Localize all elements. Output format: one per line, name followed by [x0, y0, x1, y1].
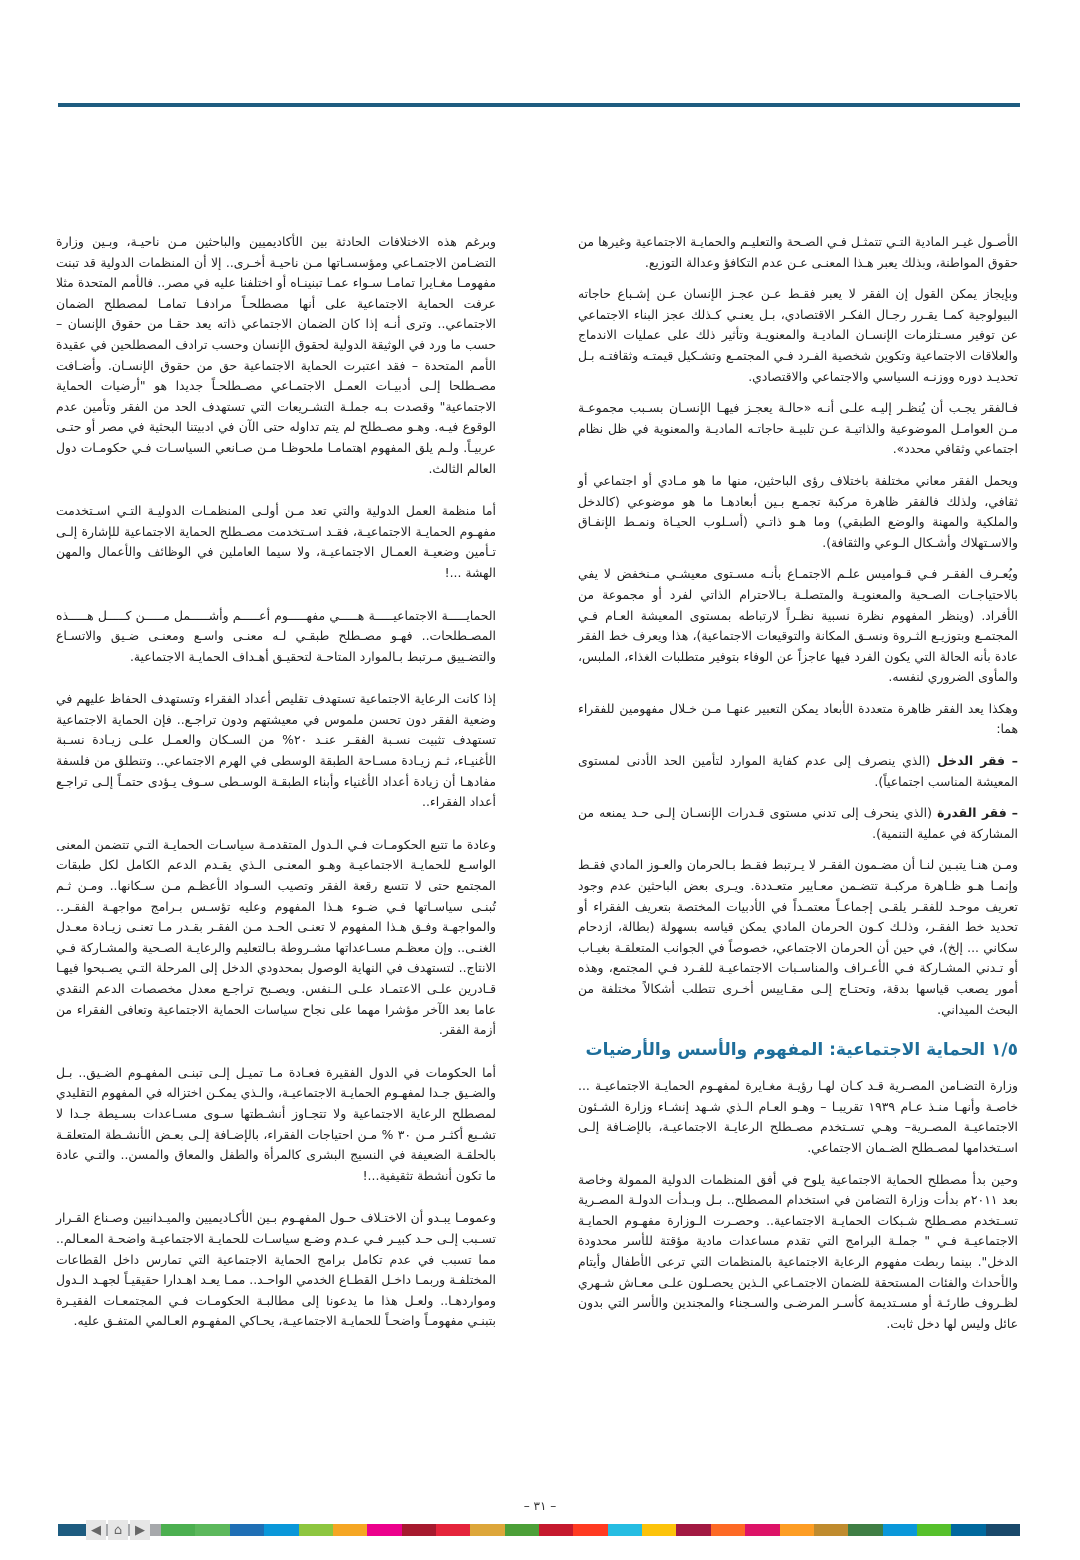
footer-color-segment — [780, 1524, 814, 1536]
footer-color-segment — [333, 1524, 367, 1536]
list-item-capability-poverty — [578, 803, 1018, 844]
paragraph: وزارة التضـامن المصـرية قـد كـان لهـا رؤيـة مغـايرة لمفهـوم الحمايـة الاجتماعيـة ... خاصـة وأنهـا منـذ عـام ١٩٣٩ تقريبـا – وهـو العـام الـذي شـهد إنشـاء وزارة الشـئون الاجتماعيـة المصـرية– وهـي تسـتخدم مصـطلح الرعايـة الاجتماعيـة، بالإضـافة إلـى اسـتخدامها لمصـطلح الضـمان الاجتماعي. — [578, 1078, 1018, 1155]
color-footer-bar — [58, 1524, 1020, 1536]
top-rule — [58, 103, 1020, 107]
footer-color-segment — [299, 1524, 333, 1536]
section-heading: ١/٥ الحماية الاجتماعية: المفهوم والأسس والأرضيات — [585, 1040, 1018, 1061]
footer-color-segment — [814, 1524, 848, 1536]
footer-color-segment — [470, 1524, 504, 1536]
page-number: – ٣١ – — [523, 1499, 557, 1513]
paragraph: ومـن هنـا يتبـين لنـا أن مضـمون الفقـر لا يـرتبط فقـط بـالحرمان والعـوز المادي فقـط وإنمـا هـو ظـاهرة مركبـة تتضـمن معـايير متعـددة. ويـرى بعض الباحثين عدم وجود تعريف موحـد للفقـر يلقـى إجماعـاً معتمـداً في الأدبيات المختصة بتعريف الفقراء أو تحديد خط الفقـر، وذلـك كـون الحرمان المادي يمكن قياسه بسهولة (بطالة، ازدحام سكاني ... إلخ)، في حين أن الحرمان الاجتماعي، خصوصاً في الجوانب المتعلقـة بغيـاب أو تـدني المشـاركة فـي الأعـراف والمناسـبات الاجتماعيـة للفـرد فـي المجتمع، وهذه أمور يصعب قياسها بدقة، وتحتـاج إلـى مقـاييس أخـرى تتطلب أشكالاً مختلفة من البحث الميداني. — [578, 857, 1018, 1017]
footer-color-segment — [608, 1524, 642, 1536]
footer-square — [58, 1524, 84, 1536]
paragraph: وبإيجاز يمكن القول إن الفقر لا يعبر فقـط عـن عجـز الإنسان عـن إشـباع حاجاته البيولوجية كمـا يقـرر رجـال الفكـر الاقتصادي، بـل يعنـي كـذلك عجز البناء الاجتماعي عن توفير مسـتلزمات الإنسـان الماديـة والمعنويـة وتأثير ذلك على عمليات الاندماج والعلاقات الاجتماعية وتكوين شخصية الفـرد فـي المجتمـع وتشـكيل قيمتـه وثقافتـه بـل تحديـد دوره ووزنـه السياسي والاجتماعي والاقتصادي. — [578, 286, 1018, 384]
term-definition: (الذي ينحرف إلى تدني مستوى قـدرات الإنسـان إلـى حـد يمنعه من المشاركة في عملية التنمية). — [578, 805, 1018, 841]
paragraph: وعمومـا يبـدو أن الاختـلاف حـول المفهـوم بـين الأكـاديميين والميـدانيين وصـناع القـرار تسـبب إلـى حـد كبيـر فـي عـدم وضـع سياسـات للحمايـة الاجتماعيـة واضحـة المعـالم.. مما تسبب في عدم تكامل برامج الحماية الاجتماعية التي تمارس داخل القطاعات المختلفـة وربمـا داخـل القطـاع الخدمي الواحـد.. ممـا يعـد اهـدارا حقيقيـاً لجهـد الـدول ومواردهـا.. ولعـل هذا ما يدعونا إلى مطالبـة الحكومـات فـي المجتمعـات الفقيـرة بتبنـي مفهومـاً واضحـاً للحمايـة الاجتماعيـة، يحـاكي المفهـوم العـالمي المتفـق عليه. — [55, 1210, 496, 1329]
footer-color-segment — [264, 1524, 298, 1536]
paragraph: فـالفقر يجـب أن يُنظـر إليـه علـى أنـه «حالـة يعجـز فيهـا الإنسـان بسـبب مجموعـة مـن العوامـل الموضوعية والذاتيـة عـن تلبيـة حاجاتـه الماديـة والمعنوية في ظل نظام اجتماعي وثقافي محدد». — [578, 400, 1018, 457]
term-income-poverty: فقر الدخل — [937, 753, 1006, 769]
paragraph: وعادة ما تتبع الحكومـات فـي الـدول المتقدمـة سياسـات الحمايـة التـي تتضمن المعنى الواسـع للحمايـة الاجتماعيـة وهـو المعنـى الـذي يقـدم الدعم الكامل لكل طبقات المجتمع حتى لا تتسع رقعة الفقر وتصيب السـواد الأعظـم مـن سـكانها.. ومـن ثـم تُبنـى سياسـاتها فـي ضـوء هـذا المفهوم وعليه تؤسـس بـرامج مواجهـة الفقـر.. والمواجهـة وفـق هـذا المفهوم لا تعنـى الحـد مـن الفقـر بقـدر مـا تعنـى زيـادة معـدل الغنـى.. وإن معظـم مسـاعداتها مشـروطة بـالتعليم والرعايـة الصـحية والمشـاركة فـي الانتاج.. لتستهدف في النهاية الوصول بمحدودي الدخل إلى المرحلة التـي يصـبحوا فيهـا قـادرين علـى الاعتمـاد علـى الـنفس. ويصـبح تراجـع معدل مخصصات الدعم النقدي عاما بعد الآخر مؤشرا مهما على نجاح سياسات الحماية الاجتماعية وتعافى الفقراء من أزمة الفقر. — [56, 836, 496, 1038]
footer-color-segment — [986, 1524, 1020, 1536]
paragraph: إذا كانت الرعاية الاجتماعية تستهدف تقليص أعداد الفقراء وتستهدف الحفاظ عليهم في وضعية الفقر دون تحسن ملموس في معيشتهم ودون تراجـع.. فإن الحماية الاجتماعية تستهدف تثبيت نسـبة الفقـر عنـد ٢٠% من السـكان والعمـل علـى زيـادة نسـبة الأغنيـاء، ثـم زيـادة مسـاحة الطبقة الوسطى في الهرم الاجتماعي.. وتنطلق من فلسفة مفادهـا أن زيادة أعداد الأغنياء وأبناء الطبقـة الوسـطى سـوف يـؤدى حتمـاً إلـى تراجـع أعداد الفقراء.. — [56, 691, 496, 810]
paragraph: ويُعـرف الفقـر فـي قـواميس علـم الاجتمـاع بأنـه مسـتوى معيشـي مـنخفض لا يفي بالاحتياجـات الصـحية والمعنويـة والمتصلـة بـالاحترام الذاتي لفرد أو مجموعة من الأفراد. (وينظر المفهوم نظرة نسبية نظـراً لارتباطه بمستوى المعيشة العـام فـي المجتمـع وبتوزيـع الثـروة ونسـق المكانة والتوقيعات الاجتماعية)، هذا ويعرف خط الفقر عادة بأنه الحالة التي يكون الفرد فيها عاجزاً عن الوفاء بتوفير متطلبات الغذاء، الملبس، والمأوى الضروري لنفسه. — [578, 566, 1018, 685]
paragraph: الأصـول غيـر المادية التـي تتمثـل فـي الصـحة والتعليـم والحمايـة الاجتماعية وغيرها من حقوق المواطنة، وبذلك يعبر هـذا المعنـى عـن عدم التكافؤ وعدالة التوزيع. — [578, 234, 1018, 270]
footer-color-segment — [711, 1524, 745, 1536]
term-definition: (الذي ينصرف إلى عدم كفاية الموارد لتأمين الحد الأدنى لمستوى المعيشة المناسب اجتماعياً). — [578, 753, 1018, 789]
footer-color-segment — [436, 1524, 470, 1536]
footer-color-segment — [642, 1524, 676, 1536]
footer-color-segment — [230, 1524, 264, 1536]
footer-color-segment — [505, 1524, 539, 1536]
paragraph: ويحمل الفقر معاني مختلفة باختلاف رؤى الباحثين، منها ما هو مـادي أو اجتماعي أو ثقافي، ولذلك فالفقر ظاهرة مركبة تجمـع بـين أبعادهـا ما هو موضوعي (كالدخل والملكية والمهنة والوضع الطبقي) وما هـو ذاتـي (أسـلوب الحيـاة ونمـط الإنفـاق والاسـتهلاك وأشـكال الـوعي والثقافة). — [578, 472, 1018, 550]
paragraph: وبرغم هذه الاختلافات الحادثة بين الأكاديميين والباحثين مـن ناحيـة، وبـين وزارة التضـامن الاجتمـاعي ومؤسسـاتها مـن ناحيـة أخـرى.. إلا أن المنظمات الدولية قد تبنت مفهومـا مغـايرا تمامـا سـواء عمـا تبنينـاه أو اختلفنا عليه في مصر.. فالأمم المتحدة مثلا عرفت الحماية الاجتماعية على أنها مصطلحـاً مرادفـا تمامـا لمصطلح الضمان الاجتماعي.. وترى أنـه إذا كان الضمان الاجتماعي ذاته يعد حقـا من حقوق الإنسان – حسب ما ورد في الوثيقة الدولية لحقوق الإنسان وحسب ترادف المصطلحين في عقيدة الأمم المتحدة – فقد اعتبرت الحماية الاجتماعية حق من حقوق الإنسـان. وأضـافت مصـطلحا إلـى أدبيـات العمـل الاجتمـاعي مصـطلحـاً جديدا هو "أرضيات الحماية الاجتماعية" وقصدت بـه جملـة التشـريعات التي تستهدف الحد من الفقر وتأمين عدم الوقوع فيـه. وهـو مصـطلح لم يتم تداوله حتى الآن في ادبيتنا البحثية في مصر أو حتـى عربيـاً. ولـم يلق المفهوم اهتمامـا ملحوظـا مـن صـانعي السياسـات فـي حكومـات دول العالم الثالث. — [56, 234, 496, 476]
paragraph: وهكذا يعد الفقر ظاهرة متعددة الأبعاد يمكن التعبير عنهـا مـن خـلال مفهومين للفقراء هما: — [578, 700, 1018, 737]
home-icon[interactable]: ⌂ — [108, 1520, 128, 1540]
footer-color-segment — [573, 1524, 607, 1536]
paragraph: أما منظمة العمل الدولية والتي تعد مـن أولـى المنظمـات الدوليـة التـي اسـتخدمت مفهـوم الحمايـة الاجتماعيـة، فقـد اسـتخدمت مصـطلح الحماية الاجتماعية للإشارة إلـى تـأمين وضعيـة العمـال الاجتماعيـة، ولا سيما العاملين في الوظائف والأعمال والمهن الهشة ...! — [56, 503, 496, 580]
paragraph: الحمايـــــة الاجتماعيـــــة هـــــي مفهـــــوم أعـــــم وأشـــــمل مـــــن كـــــل هـــــذه المصـطلحات.. فهـو مصـطلح طبقـي لـه معنـى واسـع ومعنـى ضـيق والاتسـاع والتضـييق مـرتبط بـالموارد المتاحـة لتحقيـق أهـداف الحمايـة الاجتماعية. — [56, 607, 496, 664]
list-item-income-poverty — [578, 751, 1018, 792]
right-column — [578, 232, 1018, 1345]
left-column — [56, 232, 496, 1354]
footer-color-segment — [367, 1524, 401, 1536]
footer-color-segment — [951, 1524, 985, 1536]
footer-color-segment — [883, 1524, 917, 1536]
footer-color-segment — [848, 1524, 882, 1536]
footer-color-segment — [161, 1524, 195, 1536]
paragraph: أما الحكومات في الدول الفقيرة فعـادة مـا تميـل إلـى تبنـى المفهـوم الضـيق.. بـل والضـيق جـدا لمفهـوم الحمايـة الاجتماعيـة، والـذي يمكـن اختزاله في المفهوم التقليدي لمصطلح الرعاية الاجتماعية ولا تتجـاوز أنشـطتها سـوى مسـاعدات بسـيطة جـدا لا تشـبع أكثـر مـن ٣٠ % مـن احتياجات الفقراء، بالإضـافة إلـى بعـض الأنشـطة المتعلقـة بالحلقـة الضعيفة في النسيج البشرى كالمرأة والطفل والمعاق والمسن.. والتـي عادة ما تكون أنشطة تثقيفية...! — [56, 1064, 496, 1183]
footer-color-segment — [195, 1524, 229, 1536]
footer-color-segment — [917, 1524, 951, 1536]
arrow-right-icon[interactable]: ▶ — [130, 1520, 150, 1540]
footer-color-segment — [539, 1524, 573, 1536]
footer-color-segment — [745, 1524, 779, 1536]
footer-color-segment — [676, 1524, 710, 1536]
footer-color-segment — [402, 1524, 436, 1536]
list-dash: – — [1011, 753, 1018, 769]
paragraph: وحين بدأ مصطلح الحماية الاجتماعية يلوح في أفق المنظمات الدولية الممولة وخاصة بعد ٢٠١١م بدأت وزارة التضامن في استخدام المصطلح.. بـل وبـدأت الدولـة المصـرية تسـتخدم مصـطلح شـبكات الحمايـة الاجتماعية.. وحصـرت الـوزارة مفهـوم الحمايـة الاجتماعيـة فـي " جملـة البرامج التي تقدم مساعدات مادية مؤقتة للأسر محدودة الدخل". بينما ربطت مفهوم الرعاية الاجتماعية بالمنظمات التي ترعى الأطفال وأيتام والأحداث والفئات المستحقة للضمان الاجتمـاعي الـذين يحصـلون علـى معـاش شـهري لظـروف طارئـة أو مسـتديمة كأسـر المرضـى والسـجناء والمجندين والأسر التي بدون عائل وليس لها دخل ثابت. — [578, 1171, 1018, 1331]
footer-navigation — [58, 1520, 150, 1540]
list-dash: – — [1011, 805, 1018, 821]
term-capability-poverty: فقر القدرة — [937, 805, 1007, 821]
arrow-left-icon[interactable]: ◀ — [86, 1520, 106, 1540]
